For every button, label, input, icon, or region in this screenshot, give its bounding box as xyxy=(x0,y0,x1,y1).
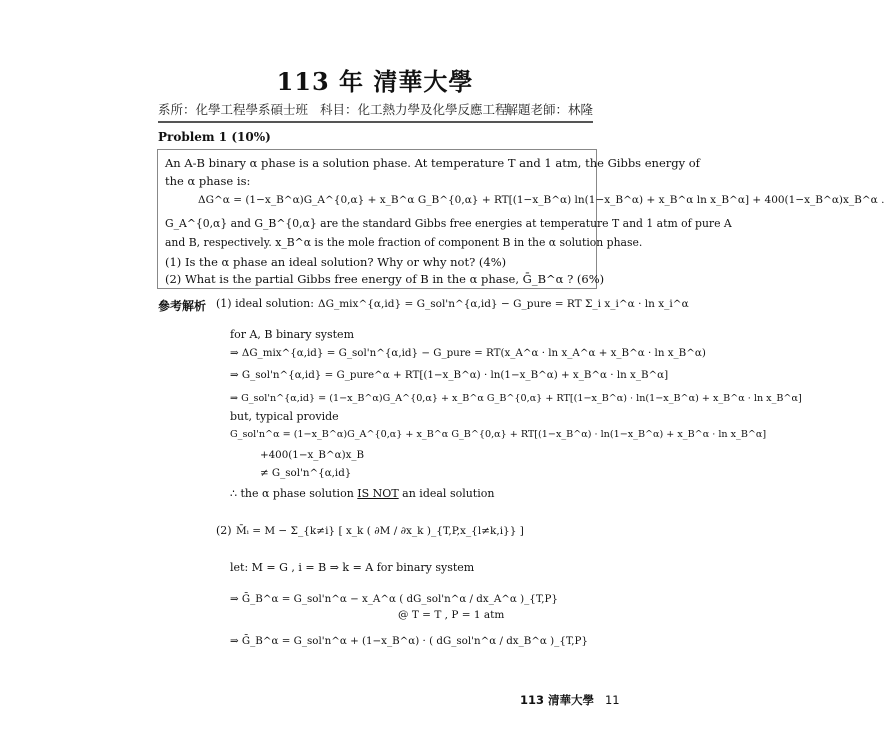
page-footer xyxy=(520,692,620,708)
gibbs-energy-equation: ΔG^α = (1−x_B^α)G_A^{0,α} + x_B^α G_B^{0,α} + RT[(1−x_B^α) ln(1−x_B^α) + x_B^α ln x_B^α] + 400(1−x_B^α)x_B^α . xyxy=(198,194,884,206)
question-2: (2) What is the partial Gibbs free energy of B in the α phase, Ḡ_B^α ? (6%) xyxy=(165,272,605,286)
header-divider xyxy=(158,121,593,123)
derivation-step-2: ⇒ G_sol'n^{α,id} = G_pure^α + RT[(1−x_B^α) · ln(1−x_B^α) + x_B^α · ln x_B^α] xyxy=(230,369,669,381)
teacher-label: 解題老師：林隆 xyxy=(505,102,593,117)
actual-gibbs-equation: G_sol'n^α = (1−x_B^α)G_A^{0,α} + x_B^α G_B^{0,α} + RT[(1−x_B^α) · ln(1−x_B^α) + x_B^α · ln x_B^α] xyxy=(230,429,767,440)
partial-molar-definition: M̄ᵢ = M − Σ_{k≠i} [ x_k ( ∂M / ∂x_k )_{T,P,x_{l≠k,i}} ] xyxy=(236,525,524,537)
excess-term: +400(1−x_B^α)x_B xyxy=(260,449,365,461)
derivation-step-3: ⇒ G_sol'n^{α,id} = (1−x_B^α)G_A^{0,α} + x_B^α G_B^{0,α} + RT[(1−x_B^α) · ln(1−x_B^α) + x_B^α · ln x_B^α] xyxy=(230,393,802,404)
conclusion-post: an ideal solution xyxy=(402,487,495,500)
typical-note: but, typical provide xyxy=(230,410,339,423)
conclusion-emphasis: IS NOT xyxy=(357,487,399,500)
question-1: (1) Is the α phase an ideal solution? Why or why not? (4%) xyxy=(165,255,507,269)
page-title: 113 年 清華大學 xyxy=(276,67,474,96)
let-statement: let: M = G , i = B ⇒ k = A for binary system xyxy=(230,561,475,574)
problem-line-5: and B, respectively. x_B^α is the mole fraction of component B in the α solution phase. xyxy=(165,236,643,249)
solution-label: 參考解析 xyxy=(158,299,207,313)
conclusion xyxy=(230,487,494,501)
derivation-step-1: ⇒ ΔG_mix^{α,id} = G_sol'n^{α,id} − G_pure = RT(x_A^α · ln x_A^α + x_B^α · ln x_B^α) xyxy=(230,347,706,359)
problem-line-2: the α phase is: xyxy=(165,174,251,188)
department-label: 系所：化學工程學系碩士班 xyxy=(158,102,309,117)
part2-label: (2) xyxy=(216,524,232,537)
partial-gibbs-step-2: ⇒ Ḡ_B^α = G_sol'n^α + (1−x_B^α) · ( dG_sol'n^α / dx_B^α )_{T,P} xyxy=(230,635,588,647)
exam-header xyxy=(158,100,593,118)
ideal-mix-equation: ΔG_mix^{α,id} = G_sol'n^{α,id} − G_pure = RT Σ_i x_i^α · ln x_i^α xyxy=(318,298,689,310)
subject-label: 科目：化工熱力學及化學反應工程 xyxy=(319,102,508,117)
page-number: 11 xyxy=(604,693,620,707)
problem-line-4: G_A^{0,α} and G_B^{0,α} are the standard Gibbs free energies at temperature T and 1 atm of pure A xyxy=(165,217,732,230)
binary-system-note: for A, B binary system xyxy=(230,328,355,341)
problem-box xyxy=(157,149,884,289)
problem-title: Problem 1 (10%) xyxy=(158,130,271,144)
partial-gibbs-step-1: ⇒ Ḡ_B^α = G_sol'n^α − x_A^α ( dG_sol'n^α / dx_A^α )_{T,P} xyxy=(230,593,558,605)
problem-line-1: An A-B binary α phase is a solution phase. At temperature T and 1 atm, the Gibbs energy of xyxy=(165,156,700,170)
not-equal-ideal: ≠ G_sol'n^{α,id} xyxy=(260,467,352,479)
footer-label: 113 清華大學 xyxy=(520,693,595,707)
condition-note: @ T = T , P = 1 atm xyxy=(398,609,505,621)
part1-intro: (1) ideal solution: xyxy=(216,297,314,310)
conclusion-pre: ∴ the α phase solution xyxy=(230,487,354,500)
